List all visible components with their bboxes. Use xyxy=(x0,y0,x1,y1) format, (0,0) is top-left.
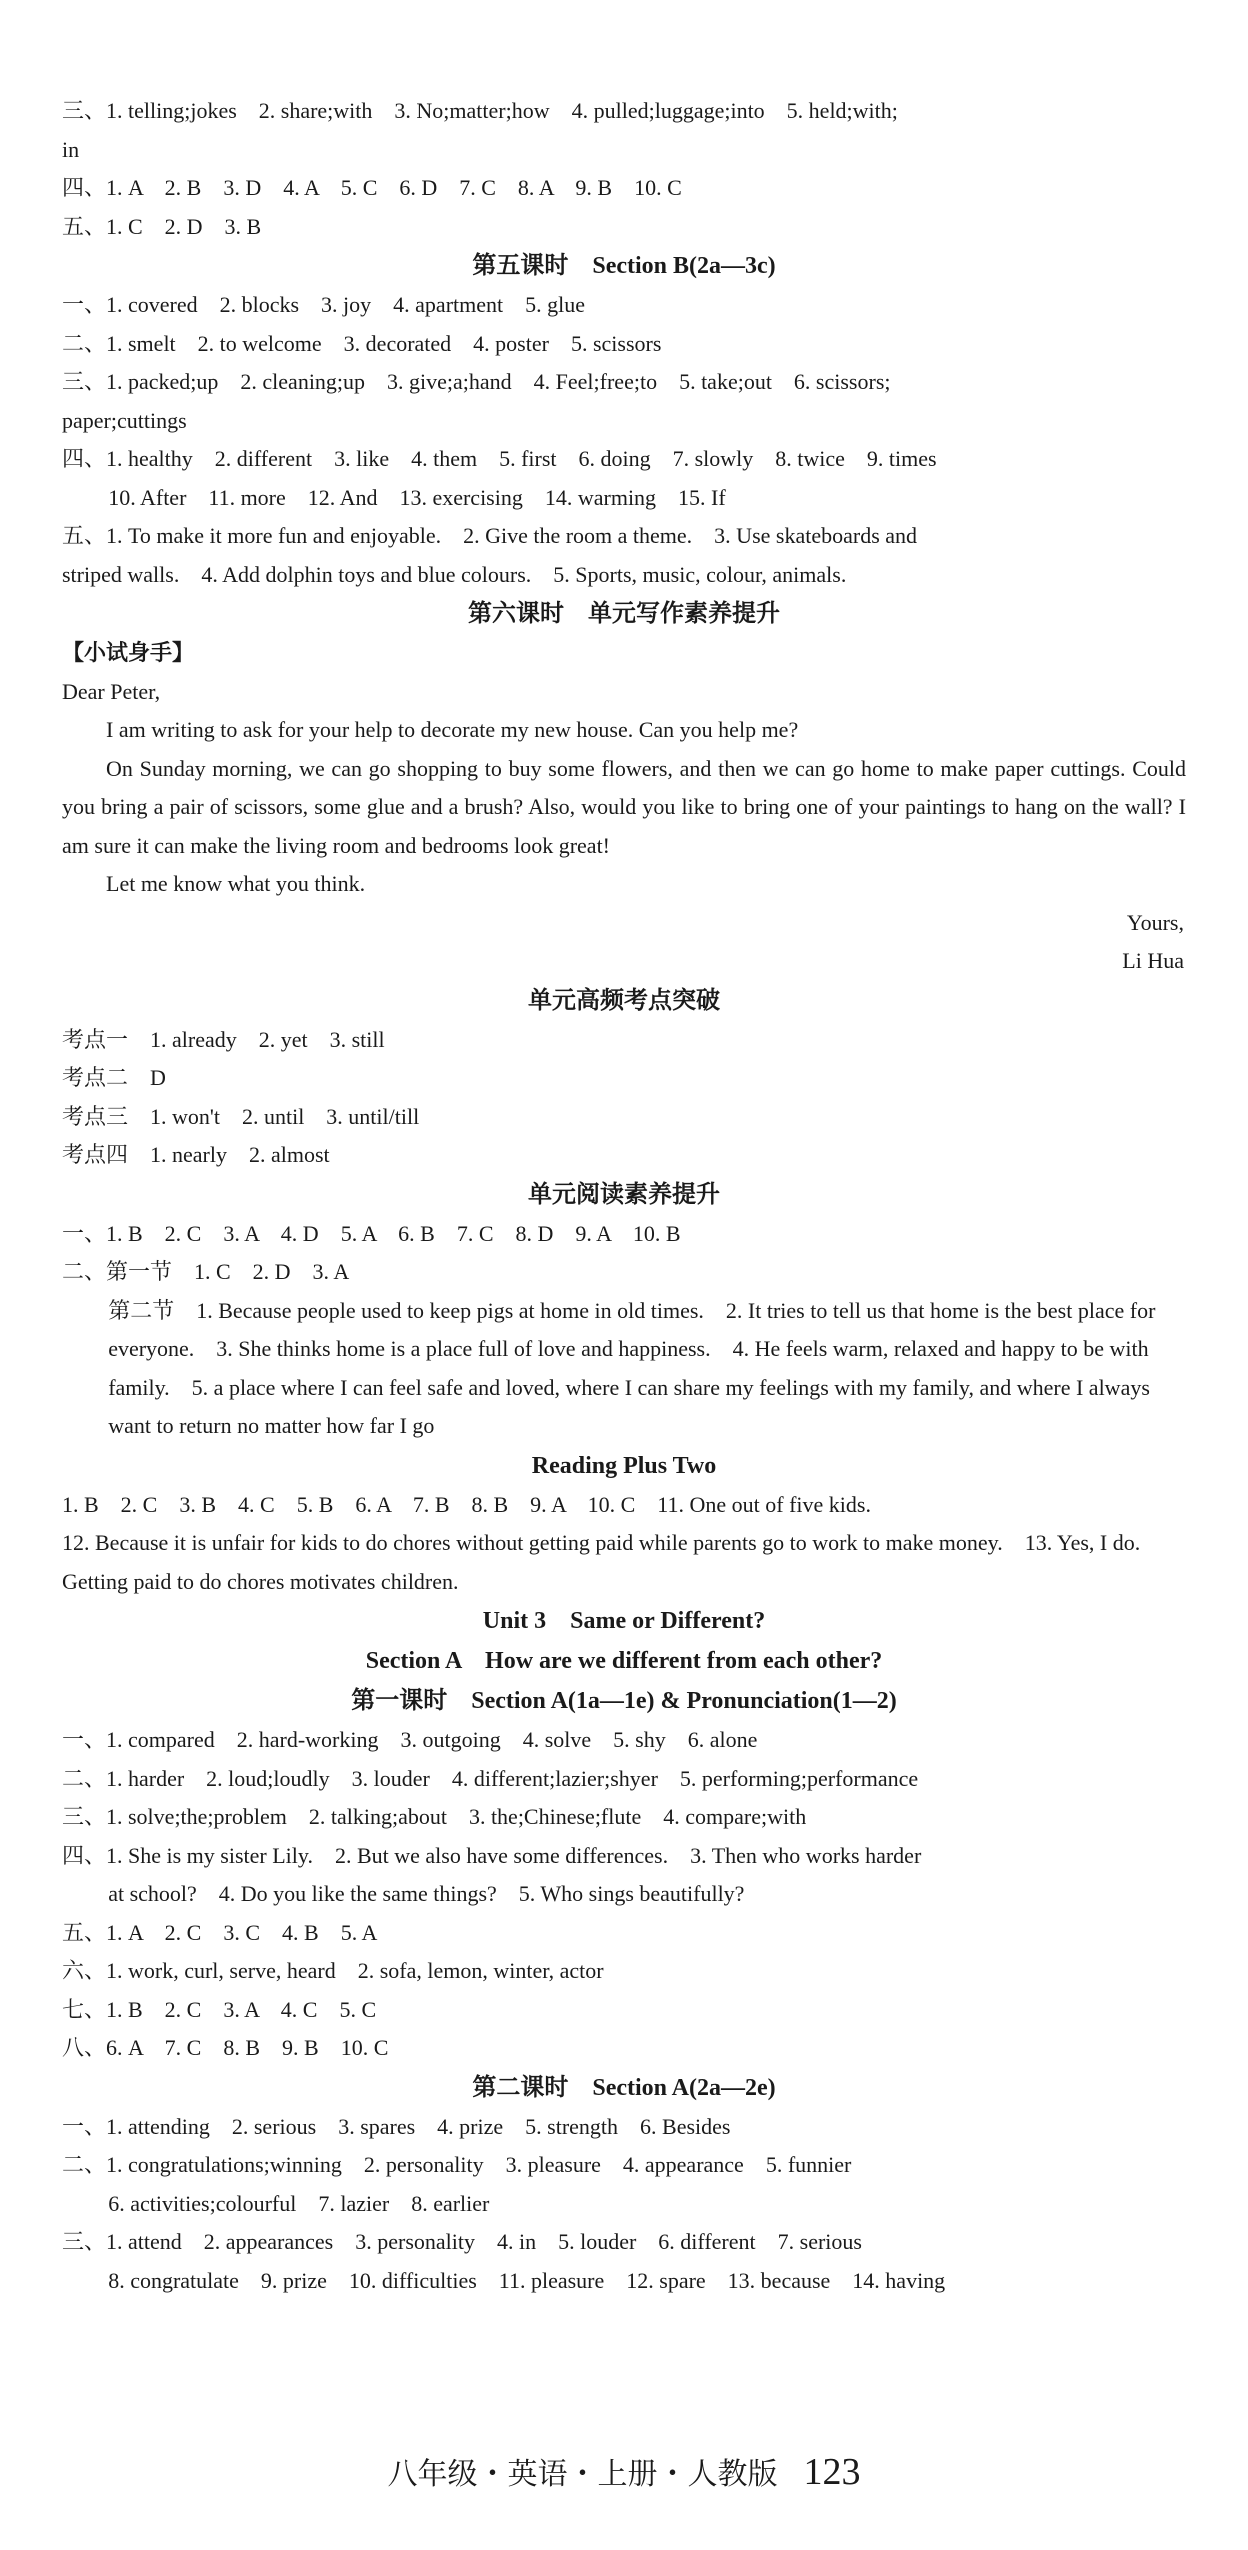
answer-line: 二、1. congratulations;winning 2. personality 3. pleasure 4. appearance 5. funnier xyxy=(62,2152,852,2177)
answer-line: paper;cuttings xyxy=(62,407,187,433)
answer-line-continued: 第二节 1. Because people used to keep pigs at home in old times. 2. It tries to tell us that home is the best place for everyone. 3. She thinks home is a place full of love and happiness. 4. He feels warm, relaxed and happy to be with family. 5. a place where I can feel safe and loved, where I can share my feelings with my family, and where I always want to return no matter how far I go xyxy=(108,1297,1156,1438)
section-heading: 第一课时 Section A(1a—1e) & Pronunciation(1—2) xyxy=(351,1688,897,1714)
letter-paragraph: Let me know what you think. xyxy=(106,871,366,896)
section-heading: Reading Plus Two xyxy=(531,1452,717,1479)
letter-salutation: Dear Peter, xyxy=(62,678,161,704)
section-heading: 第五课时 Section B(2a—3c) xyxy=(472,253,776,279)
page-number: 123 xyxy=(803,2451,861,2493)
answer-line: 八、6. A 7. C 8. B 9. B 10. C xyxy=(62,2035,389,2060)
letter-paragraph: On Sunday morning, we can go shopping to buy some flowers, and then we can go home to make paper cuttings. Could you bring a pair of scissors, some glue and a brush? Also, would you like to bring one of your paintings to hang on the wall? I am sure it can make the living room and bedrooms look great! xyxy=(62,755,1186,858)
answer-line: 三、1. packed;up 2. cleaning;up 3. give;a;hand 4. Feel;free;to 5. take;out 6. scissors; xyxy=(62,369,891,394)
letter-signoff: Li Hua xyxy=(1122,948,1184,973)
answer-line-continued: 8. congratulate 9. prize 10. difficulties 11. pleasure 12. spare 13. because 14. having xyxy=(108,2267,946,2293)
answer-content xyxy=(62,92,1186,2300)
answer-line: 五、1. C 2. D 3. B xyxy=(62,213,262,239)
answer-line: in xyxy=(62,136,80,162)
answer-line: 三、1. solve;the;problem 2. talking;about 3. the;Chinese;flute 4. compare;with xyxy=(62,1804,807,1829)
answer-line: 一、1. compared 2. hard-working 3. outgoing 4. solve 5. shy 6. alone xyxy=(62,1727,758,1752)
section-heading: Section A How are we different from each other? xyxy=(365,1648,883,1674)
answer-line: 六、1. work, curl, serve, heard 2. sofa, lemon, winter, actor xyxy=(62,1958,604,1983)
answer-line: 三、1. telling;jokes 2. share;with 3. No;matter;how 4. pulled;luggage;into 5. held;with; xyxy=(62,98,898,123)
answer-line-continued: 6. activities;colourful 7. lazier 8. earlier xyxy=(108,2190,490,2216)
answer-line: 一、1. B 2. C 3. A 4. D 5. A 6. B 7. C 8. D 9. A 10. B xyxy=(62,1220,681,1246)
answer-line: 12. Because it is unfair for kids to do chores without getting paid while parents go to work to make money. 13. Yes, I do. Getting paid to do chores motivates children. xyxy=(62,1530,1141,1594)
answer-line-continued: 10. After 11. more 12. And 13. exercising 14. warming 15. If xyxy=(108,484,726,510)
answer-line: 五、1. To make it more fun and enjoyable. 2. Give the room a theme. 3. Use skateboards and xyxy=(62,523,918,548)
answer-line: 一、1. covered 2. blocks 3. joy 4. apartment 5. glue xyxy=(62,292,586,317)
letter-signoff: Yours, xyxy=(1126,909,1184,935)
answer-line: 考点一 1. already 2. yet 3. still xyxy=(62,1026,385,1052)
letter-paragraph: I am writing to ask for your help to decorate my new house. Can you help me? xyxy=(106,717,799,742)
answer-line: 七、1. B 2. C 3. A 4. C 5. C xyxy=(62,1996,377,2022)
section-heading: 单元阅读素养提升 xyxy=(528,1181,720,1208)
answer-line: 二、第一节 1. C 2. D 3. A xyxy=(62,1259,350,1284)
section-heading: 第六课时 单元写作素养提升 xyxy=(468,601,780,627)
answer-line: striped walls. 4. Add dolphin toys and blue colours. 5. Sports, music, colour, animals. xyxy=(62,561,847,587)
answer-line: 二、1. smelt 2. to welcome 3. decorated 4. poster 5. scissors xyxy=(62,330,662,356)
answer-line: 1. B 2. C 3. B 4. C 5. B 6. A 7. B 8. B 9. A 10. C 11. One out of five kids. xyxy=(62,1491,871,1517)
answer-line: 三、1. attend 2. appearances 3. personality 4. in 5. louder 6. different 7. serious xyxy=(62,2229,862,2254)
answer-line-continued: at school? 4. Do you like the same things? 5. Who sings beautifully? xyxy=(108,1881,745,1906)
section-heading: Unit 3 Same or Different? xyxy=(482,1608,766,1634)
answer-line: 四、1. She is my sister Lily. 2. But we also have some differences. 3. Then who works harder xyxy=(62,1842,922,1868)
answer-line: 四、1. A 2. B 3. D 4. A 5. C 6. D 7. C 8. A 9. B 10. C xyxy=(62,175,682,200)
page-footer xyxy=(0,2452,1248,2495)
answer-line: 四、1. healthy 2. different 3. like 4. them 5. first 6. doing 7. slowly 8. twice 9. times xyxy=(62,446,937,471)
answer-line: 二、1. harder 2. loud;loudly 3. louder 4. different;lazier;shyer 5. performing;performance xyxy=(62,1765,919,1791)
answer-line: 考点四 1. nearly 2. almost xyxy=(62,1142,330,1167)
answer-line: 考点二 D xyxy=(62,1065,166,1090)
answer-line: 一、1. attending 2. serious 3. spares 4. prize 5. strength 6. Besides xyxy=(62,2113,731,2139)
answer-line: 五、1. A 2. C 3. C 4. B 5. A xyxy=(62,1919,378,1945)
answer-line: 考点三 1. won't 2. until 3. until/till xyxy=(62,1103,420,1129)
footer-book-label: 八年级・英语・上册・人教版 xyxy=(387,2458,778,2491)
section-heading: 单元高频考点突破 xyxy=(528,987,720,1014)
exercise-tag: 【小试身手】 xyxy=(62,640,195,665)
section-heading: 第二课时 Section A(2a—2e) xyxy=(472,2074,776,2101)
